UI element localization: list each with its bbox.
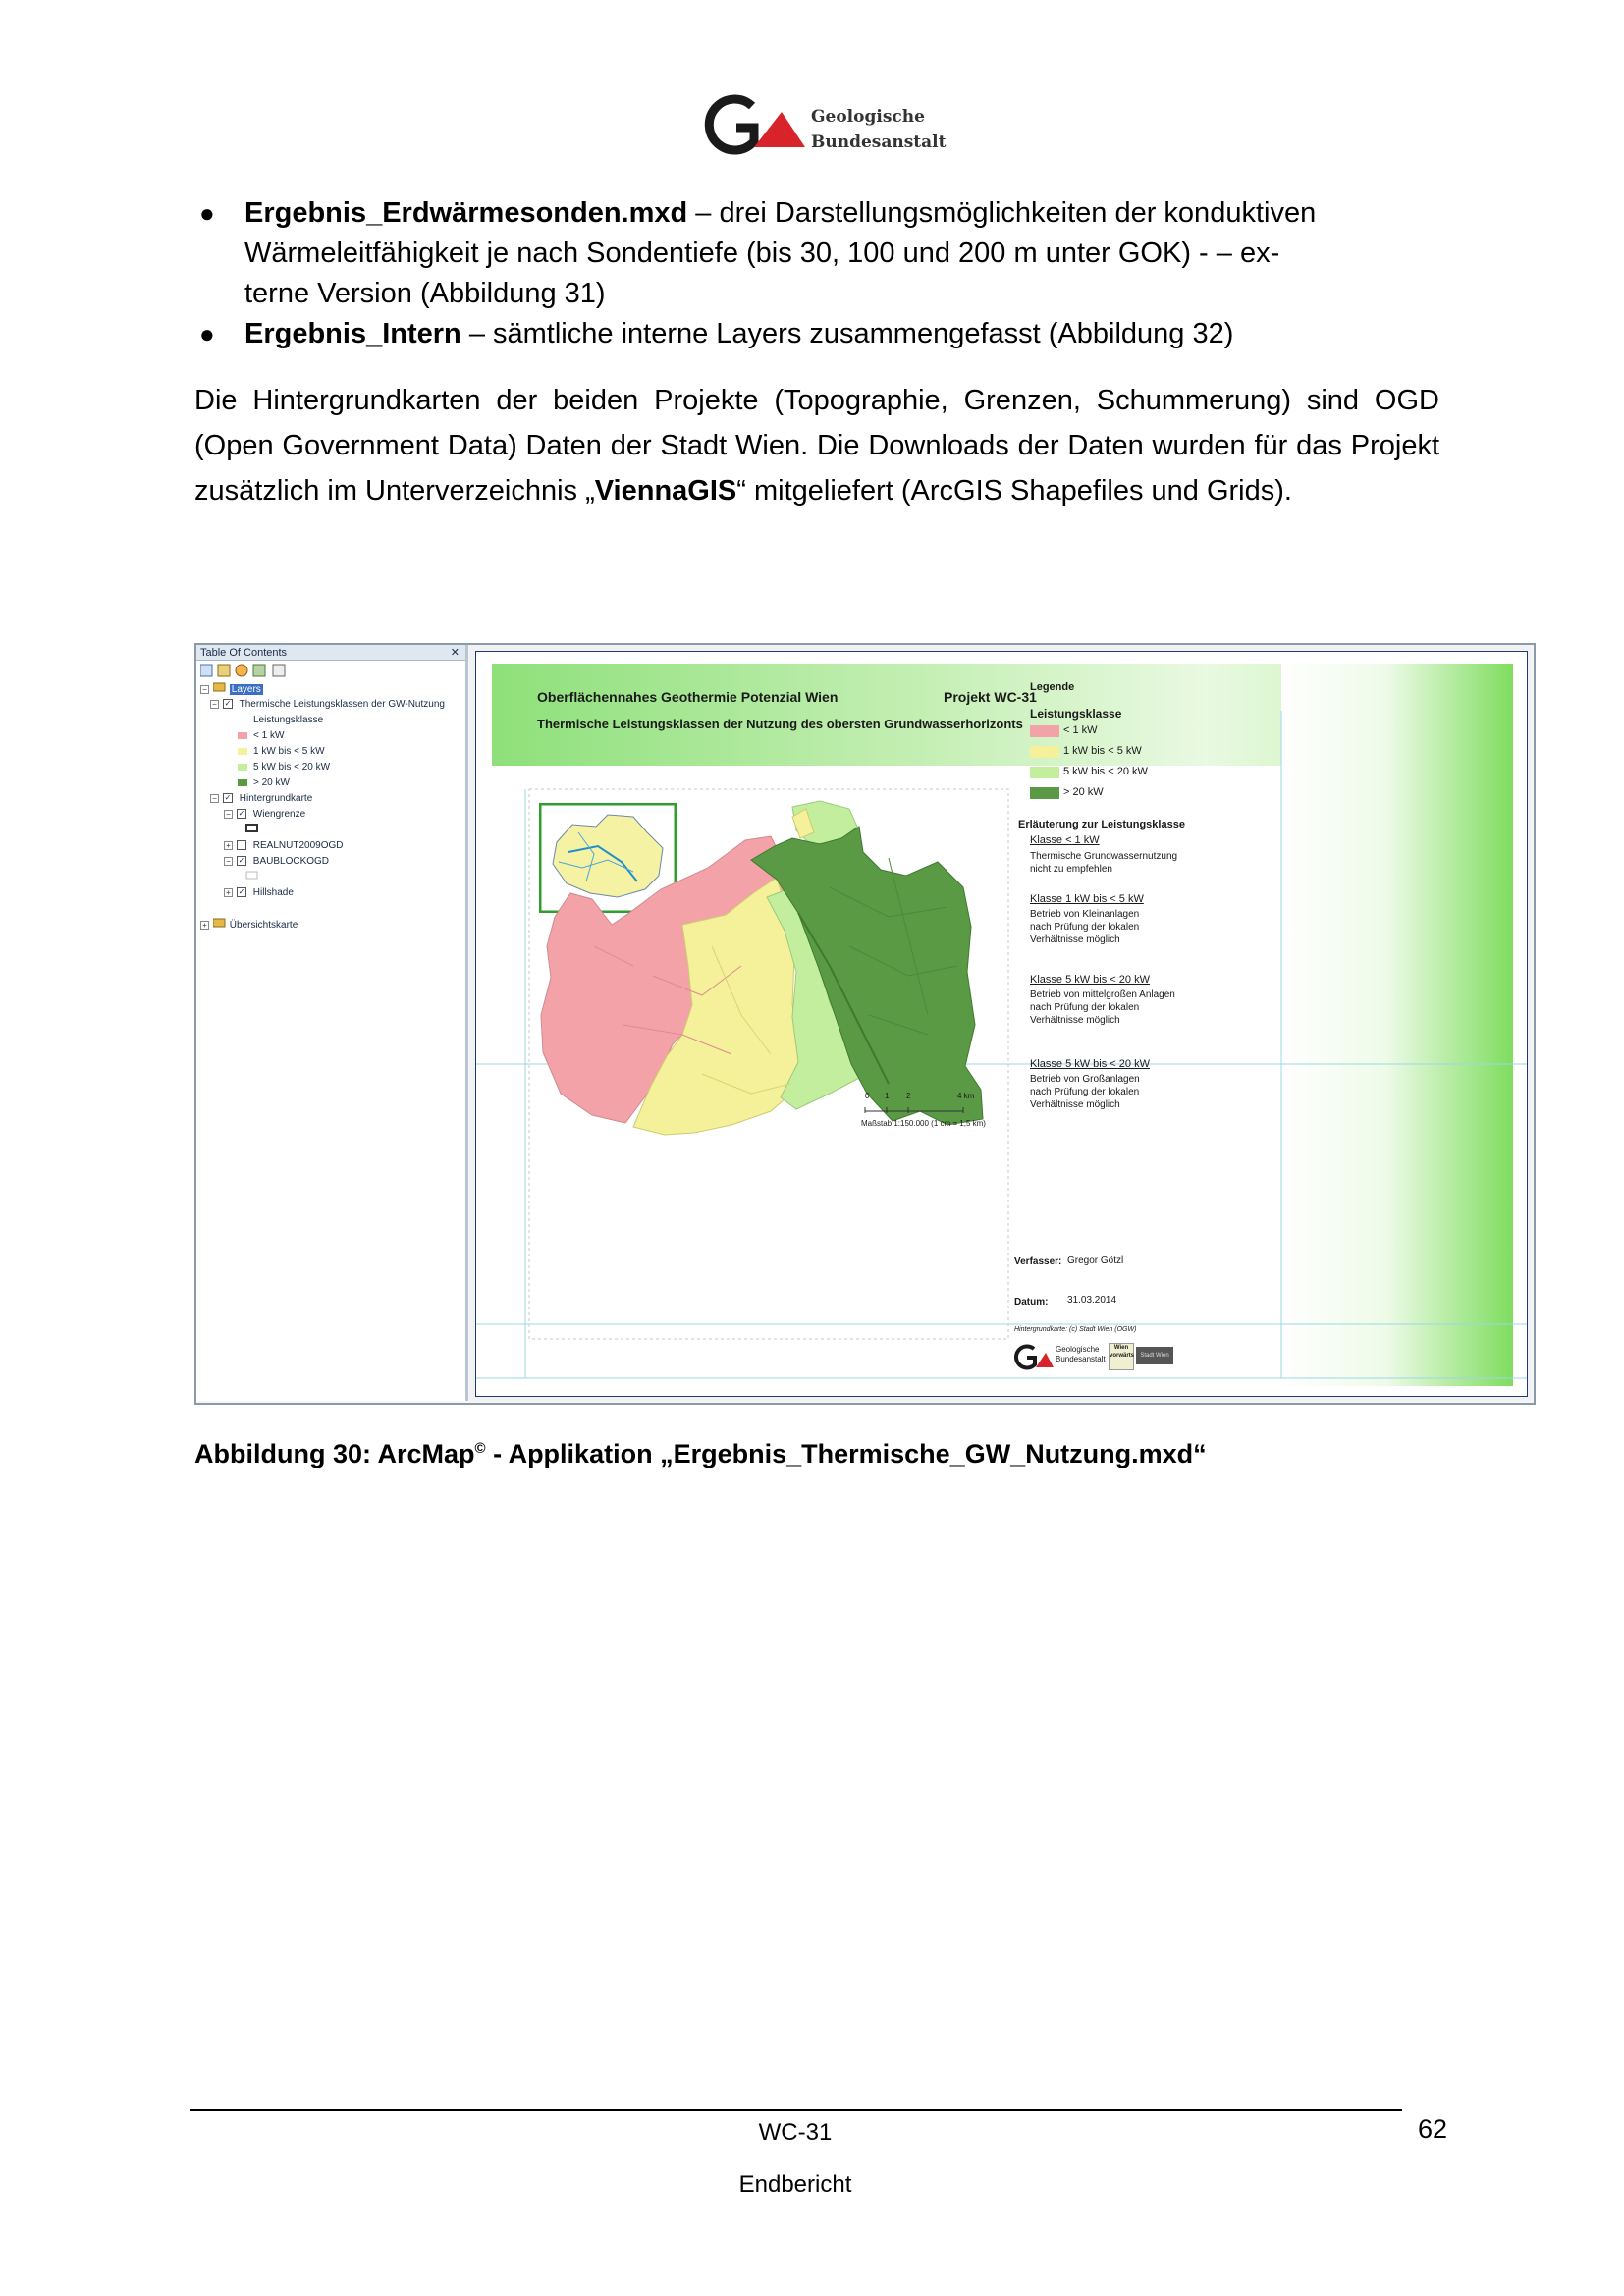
legend-label-4: > 20 kW: [1063, 786, 1104, 798]
collapse-icon[interactable]: −: [224, 857, 233, 866]
vienna-zone-map: [535, 799, 1006, 1143]
bullet-1-text-1: – drei Darstellungsmöglichkeiten der konduktiven: [687, 197, 1317, 229]
layout-page: [475, 651, 1528, 1397]
logo-line-1: Geologische: [811, 107, 925, 127]
legend-label-2: 1 kW bis < 5 kW: [1063, 745, 1142, 757]
legend-swatch-4: [1030, 787, 1059, 799]
explain-4-line-3: Verhältnisse möglich: [1030, 1099, 1120, 1110]
map-title-1: Oberflächennahes Geothermie Potenzial Wien: [537, 689, 839, 705]
gba-logo-text: [811, 104, 947, 155]
toc-item-label: > 20 kW: [253, 777, 290, 788]
legend-swatch-3: [1030, 767, 1059, 778]
explain-2-line-2: nach Prüfung der lokalen: [1030, 922, 1140, 933]
toc-close-icon[interactable]: ✕: [450, 647, 460, 659]
map-title-2: Thermische Leistungsklassen der Nutzung des obersten Grundwasserhorizonts: [537, 717, 1023, 731]
bullet-dot: ●: [199, 319, 215, 348]
logo-line-2: Bundesanstalt: [811, 133, 947, 152]
checkbox-checked[interactable]: ✓: [224, 793, 232, 803]
legend-label-3: 5 kW bis < 20 kW: [1063, 766, 1148, 777]
caption-prefix: Abbildung 30: ArcMap: [194, 1439, 475, 1468]
explain-4-line-2: nach Prüfung der lokalen: [1030, 1087, 1140, 1097]
list-by-source-icon: [218, 665, 230, 676]
footer-divider: [190, 2109, 1402, 2111]
page-number: 62: [1418, 2114, 1448, 2144]
toc-item-label: REALNUT2009OGD: [252, 840, 344, 851]
toc-legend-class-1: [238, 729, 284, 743]
toc-item-label: Hintergrundkarte: [239, 793, 313, 804]
toc-item-label: Leistungsklasse: [253, 715, 324, 725]
para-before: Die Hintergrundkarten der beiden Projekte (Topographie, Grenzen, Schummerung) sind OGD (Open Government Data) Daten der Stadt Wien. Die Downloads der Daten wurden für das Projekt zusätzlich im Unterverzeichnis „: [194, 385, 1439, 507]
para-bold: ViennaGIS: [594, 475, 737, 507]
legend-swatch-1: [1030, 725, 1059, 737]
toc-item-hillshade[interactable]: [224, 886, 294, 900]
legend-swatch-2: [1030, 746, 1059, 758]
bullet-1-line-1: [244, 193, 1442, 234]
toc-legend-class-4: [238, 776, 290, 790]
toc-toolbar-icons: [200, 664, 338, 677]
author-value: Gregor Götzl: [1067, 1255, 1124, 1266]
legend-swatch-lightgreen: [238, 764, 247, 771]
toc-toolbar: [200, 664, 338, 677]
options-icon: [273, 665, 285, 676]
scale-tick-4: 4 km: [957, 1092, 975, 1100]
legend-title: Legende: [1030, 681, 1075, 693]
layers-icon: [213, 682, 227, 692]
toc-item-baublock[interactable]: [224, 855, 329, 869]
expand-icon[interactable]: +: [224, 888, 233, 897]
date-label: Datum:: [1014, 1297, 1049, 1308]
list-by-visibility-icon: [236, 665, 247, 676]
toc-item-label: 5 kW bis < 20 kW: [253, 762, 331, 773]
date-value: 31.03.2014: [1067, 1295, 1117, 1306]
scale-text: Maßstab 1:150.000 (1 cm = 1,5 km): [861, 1119, 986, 1128]
partner-logo-wien-vorwaerts: Wien vorwärts: [1109, 1343, 1134, 1370]
toc-item-label: Übersichtskarte: [229, 920, 298, 931]
list-by-selection-icon: [253, 665, 265, 676]
figure-caption: [194, 1439, 1207, 1469]
polygon-outline-icon: [245, 824, 259, 833]
gba-small-logo-line-2: Bundesanstalt: [1056, 1355, 1106, 1363]
toc-wiengrenze-symbol: [245, 824, 259, 838]
toc-legend-class-3: [238, 761, 330, 774]
gba-small-logo-mark: [1014, 1343, 1054, 1372]
list-by-drawing-order-icon: [200, 665, 212, 676]
para-after: “ mitgeliefert (ArcGIS Shapefiles und Grids).: [736, 475, 1292, 507]
explain-3-line-2: nach Prüfung der lokalen: [1030, 1002, 1140, 1013]
toc-item-label: Wiengrenze: [252, 809, 306, 820]
toc-title: Table Of Contents: [200, 647, 288, 659]
explain-3-line-3: Verhältnisse möglich: [1030, 1015, 1120, 1026]
bullet-1-line-3: terne Version (Abbildung 31): [244, 278, 606, 309]
toc-item-layers[interactable]: [200, 682, 263, 697]
collapse-icon[interactable]: −: [210, 700, 219, 709]
explain-4-line-1: Betrieb von Großanlagen: [1030, 1074, 1140, 1085]
gba-logo-mark: [703, 94, 811, 159]
explain-2-line-3: Verhältnisse möglich: [1030, 934, 1120, 945]
bullet-1-bold: Ergebnis_Erdwärmesonden.mxd: [244, 197, 688, 229]
partner-logo-stadt-wien: Stadt Wien: [1136, 1347, 1173, 1364]
arcmap-screenshot: [194, 643, 1536, 1405]
legend-label-1: < 1 kW: [1063, 724, 1098, 736]
explain-1-line-2: nicht zu empfehlen: [1030, 864, 1112, 875]
legend-swatch-darkgreen: [238, 779, 247, 786]
toc-item-wiengrenze[interactable]: [224, 808, 305, 822]
checkbox-unchecked[interactable]: [237, 840, 246, 850]
author-label: Verfasser:: [1014, 1256, 1062, 1267]
explain-title: Erläuterung zur Leistungsklasse: [1018, 819, 1185, 830]
bullet-2-text-1: – sämtliche interne Layers zusammengefasst (Abbildung 32): [460, 318, 1234, 349]
body-paragraph: [194, 378, 1439, 513]
toc-title-bar: [196, 645, 465, 661]
bullet-dot: ●: [199, 198, 215, 228]
scale-tick-1: 1: [885, 1092, 890, 1100]
bullet-2-bold: Ergebnis_Intern: [244, 318, 461, 349]
bullet-item-2: [199, 314, 1442, 354]
toc-item-label: Thermische Leistungsklassen der GW-Nutzung: [239, 699, 445, 710]
bullet-1-line-2: Wärmeleitfähigkeit je nach Sondentiefe (bis 30, 100 und 200 m unter GOK) - – ex-: [244, 238, 1280, 269]
toc-item-hintergrundkarte[interactable]: [210, 792, 312, 806]
toc-item-leistungsklasse: [253, 714, 323, 727]
toc-item-realnut[interactable]: [224, 839, 343, 853]
toc-baublock-symbol: [245, 871, 259, 885]
explain-3-line-1: Betrieb von mittelgroßen Anlagen: [1030, 989, 1175, 1000]
toc-panel: [196, 645, 468, 1401]
bullet-item-1: [199, 193, 1442, 314]
scale-tick-0: 0: [865, 1092, 870, 1100]
footer-report-type: Endbericht: [738, 2171, 852, 2198]
explain-1-head: Klasse < 1 kW: [1030, 834, 1100, 846]
toc-item-label: Hillshade: [252, 887, 294, 898]
toc-legend-class-2: [238, 745, 325, 759]
scale-tick-2: 2: [906, 1092, 911, 1100]
expand-icon[interactable]: +: [224, 841, 233, 850]
toc-item-label: BAUBLOCKOGD: [252, 856, 330, 867]
footer-project: WC-31: [758, 2119, 833, 2146]
scale-bar: [861, 1097, 971, 1117]
expand-icon[interactable]: +: [200, 921, 209, 930]
legend-swatch-red: [238, 732, 247, 739]
legend-swatch-yellow: [238, 748, 247, 755]
checkbox-checked[interactable]: ✓: [238, 809, 245, 819]
map-layout-view[interactable]: [469, 645, 1532, 1401]
checkbox-checked[interactable]: ✓: [238, 887, 245, 897]
toc-item-label: 1 kW bis < 5 kW: [253, 746, 325, 757]
checkbox-checked[interactable]: ✓: [238, 856, 245, 866]
map-project: Projekt WC-31: [944, 689, 1037, 705]
collapse-icon[interactable]: −: [210, 794, 219, 803]
toc-item-uebersichtskarte[interactable]: [200, 918, 298, 933]
explain-2-line-1: Betrieb von Kleinanlagen: [1030, 909, 1140, 920]
explain-1-line-1: Thermische Grundwassernutzung: [1030, 851, 1178, 862]
layers-icon: [213, 918, 227, 928]
gba-small-logo-text: [1056, 1345, 1106, 1364]
explain-3-head: Klasse 5 kW bis < 20 kW: [1030, 974, 1150, 986]
collapse-icon[interactable]: −: [224, 810, 233, 819]
legend-subtitle: Leistungsklasse: [1030, 707, 1122, 721]
collapse-icon[interactable]: −: [200, 685, 209, 694]
gba-small-logo-line-1: Geologische: [1056, 1345, 1100, 1354]
toc-item-label: Layers: [231, 684, 261, 695]
background-credit: Hintergrundkarte: (c) Stadt Wien (OGW): [1014, 1326, 1137, 1333]
bullet-2-line-1: [244, 314, 1442, 354]
caption-suffix: - Applikation „Ergebnis_Thermische_GW_Nutzung.mxd“: [485, 1439, 1207, 1468]
checkbox-checked[interactable]: ✓: [224, 699, 232, 709]
explain-4-head: Klasse 5 kW bis < 20 kW: [1030, 1058, 1150, 1070]
toc-item-label: < 1 kW: [253, 730, 285, 741]
toc-item-thermische[interactable]: [210, 698, 445, 712]
polygon-fill-icon: [245, 871, 259, 881]
caption-copyright: ©: [474, 1440, 486, 1457]
explain-2-head: Klasse 1 kW bis < 5 kW: [1030, 893, 1144, 905]
